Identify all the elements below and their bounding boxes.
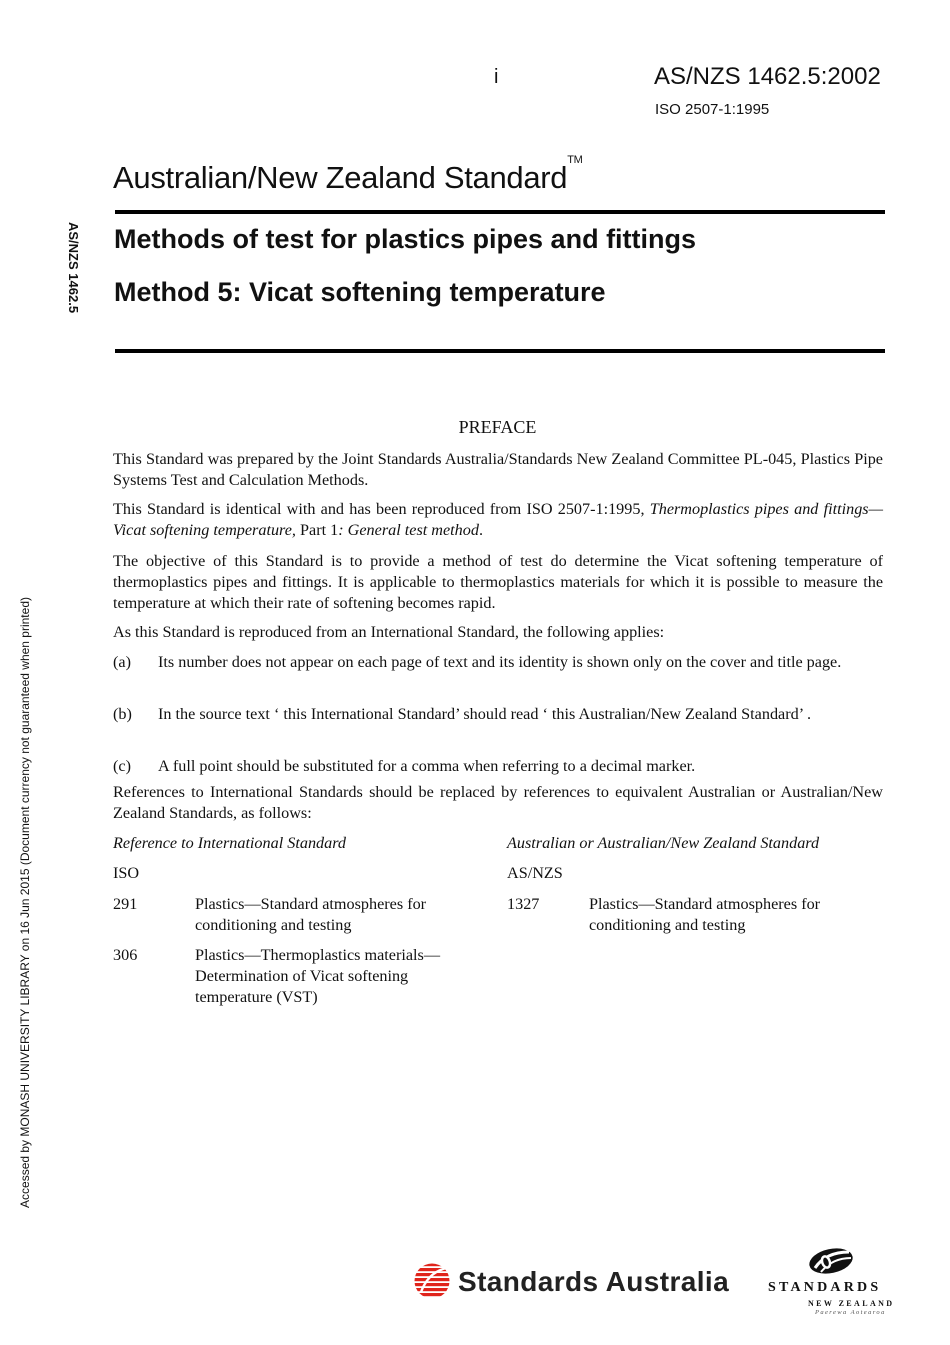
list-item-label: (b) [113, 705, 132, 723]
reference-left-heading: Reference to International Standard [113, 834, 347, 852]
list-item-text: In the source text ‘ this International Standard’ should read ‘ this Australian/New Zealand Standard’ . [158, 705, 811, 723]
preface-paragraph-source [113, 499, 883, 541]
list-item-text: Its number does not appear on each page of text and its identity is shown only on the cover and title page. [158, 653, 842, 671]
title-rule-bottom [115, 349, 885, 353]
list-item-label: (c) [113, 757, 131, 775]
reference-iso-title: Plastics—Thermoplastics materials—Determination of Vicat softening temperature (VST) [195, 946, 441, 1006]
reference-asnzs-title: Plastics—Standard atmospheres for conditioning and testing [589, 895, 821, 934]
spine-text: AS/NZS 1462.5 [66, 222, 81, 314]
snz-wordmark: STANDARDS [768, 1280, 882, 1295]
reference-iso-title: Plastics—Standard atmospheres for conditioning and testing [195, 895, 427, 934]
standards-nz-emblem-icon [805, 1246, 857, 1278]
p2-start: This Standard is identical with and has been reproduced from ISO 2507-1:1995, [113, 500, 650, 518]
reference-iso-number: 306 [113, 946, 138, 964]
series-title [113, 154, 583, 196]
snz-subtitle: NEW ZEALAND [808, 1299, 895, 1308]
standards-new-zealand-logo [765, 1246, 895, 1322]
p2-part: Part 1 [295, 521, 339, 539]
standards-australia-wordmark: Standards Australia [458, 1266, 730, 1297]
reference-iso-number: 291 [113, 895, 138, 913]
standards-australia-logo [413, 1260, 753, 1304]
p2-italic-title: Thermoplastics pipes and fittings—Vicat softening temperature, [113, 500, 883, 539]
snz-maori-name: Paerewa Aotearoa [815, 1309, 886, 1316]
p2-end: . [478, 521, 484, 539]
preface-heading: PREFACE [458, 417, 537, 437]
spine-label [50, 222, 90, 342]
list-item [113, 652, 883, 673]
list-item-label: (a) [113, 653, 131, 671]
document-subtitle: Method 5: Vicat softening temperature [114, 277, 606, 307]
preface-paragraph-applies: As this Standard is reproduced from an International Standard, the following applies: [113, 623, 665, 641]
standard-id: AS/NZS 1462.5:2002 [654, 63, 881, 90]
list-item [113, 756, 883, 777]
preface-paragraph-committee: This Standard was prepared by the Joint Standards Australia/Standards New Zealand Committee PL-045, Plastics Pipe Systems Test and Calculation Methods. [113, 450, 883, 489]
preface-paragraph-objective: The objective of this Standard is to provide a method of test do determine the Vicat softening temperature of thermoplastics pipes and fittings. It is applicable to thermoplastics materials for which it is possible to measure the temperature at which their rate of softening becomes rapid. [113, 552, 883, 612]
list-item [113, 704, 900, 725]
access-notice [14, 597, 38, 1257]
reference-left-subheading: ISO [113, 864, 140, 882]
series-title-text: Australian/New Zealand Standard [113, 160, 568, 195]
standards-australia-globe-icon [413, 1262, 451, 1300]
preface-paragraph-references: References to International Standards should be replaced by references to equivalent Australian or Australian/New Zealand Standards, as follows: [113, 783, 883, 822]
reference-right-subheading: AS/NZS [507, 864, 563, 882]
reference-asnzs-number: 1327 [507, 895, 540, 913]
title-rule-top [115, 210, 885, 214]
access-notice-text: Accessed by MONASH UNIVERSITY LIBRARY on 16 Jun 2015 (Document currency not guaranteed when printed) [18, 597, 32, 1208]
page-number: i [494, 66, 499, 88]
p2-italic-sub: : General test method [338, 521, 479, 539]
document-title: Methods of test for plastics pipes and fittings [114, 224, 697, 254]
iso-id: ISO 2507-1:1995 [655, 101, 770, 118]
trademark: TM [567, 154, 583, 166]
reference-right-heading: Australian or Australian/New Zealand Standard [507, 834, 820, 852]
list-item-text: A full point should be substituted for a comma when referring to a decimal marker. [158, 757, 696, 775]
